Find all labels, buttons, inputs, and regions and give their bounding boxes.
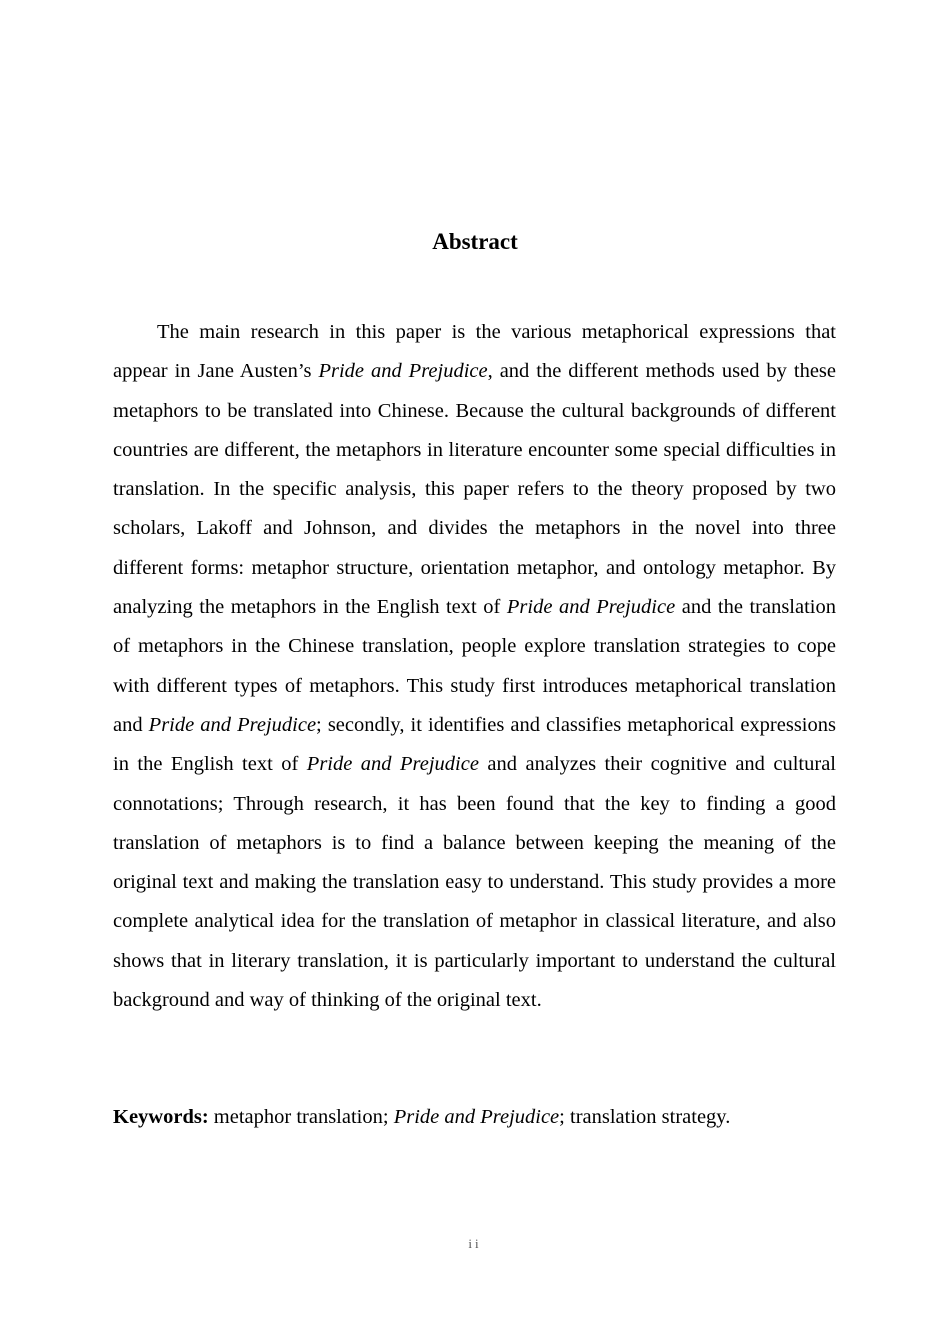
- abstract-text-segment: and analyzes their cognitive and cultural connotations; Through research, it has been found that the key to finding a good translation of metaphors is to find a balance between keeping the meaning of the original text and making the translation easy to understand. This study provides a more complete analytical idea for the translation of metaphor in classical literature, and also shows that in literary translation, it is particularly important to understand the cultural background and way of thinking of the original text.: [113, 753, 837, 1012]
- abstract-text-segment: The main research in this paper is the various metaphorical expressions that appear in Jane Austen’s: [113, 321, 836, 383]
- keywords-book-title: Pride and Prejudice: [393, 1106, 560, 1128]
- keywords-text-segment: metaphor translation;: [208, 1106, 394, 1128]
- keywords-label: Keywords:: [113, 1106, 209, 1128]
- abstract-text-segment: ; secondly, it identifies and classifies metaphorical expressions in the English text of: [113, 713, 836, 776]
- abstract-book-title: Pride and Prejudice: [306, 753, 479, 776]
- keywords-line: [113, 1098, 836, 1137]
- abstract-book-title: Pride and Prejudice: [318, 360, 488, 383]
- abstract-title: Abstract: [432, 229, 518, 254]
- abstract-book-title: Pride and Prejudice: [506, 596, 676, 619]
- abstract-text-segment: and the translation of metaphors in the Chinese translation, people explore translation strategies to cope with different types of metaphors. This study first introduces metaphorical translation and: [113, 596, 836, 736]
- abstract-paragraph: [113, 313, 836, 1020]
- keywords-text-segment: ; translation strategy.: [559, 1106, 731, 1128]
- abstract-text-segment: , and the different methods used by these metaphors to be translated into Chinese. Because the cultural backgrounds of different countries are different, the metaphors in literature encounter some special difficulties in translation. In the specific analysis, this paper refers to the theory proposed by two scholars, Lakoff and Johnson, and divides the metaphors in the novel into three different forms: metaphor structure, orientation metaphor, and ontology metaphor. By analyzing the metaphors in the English text of: [113, 360, 836, 619]
- page-number: ii: [468, 1236, 482, 1251]
- abstract-book-title: Pride and Prejudice: [148, 713, 317, 736]
